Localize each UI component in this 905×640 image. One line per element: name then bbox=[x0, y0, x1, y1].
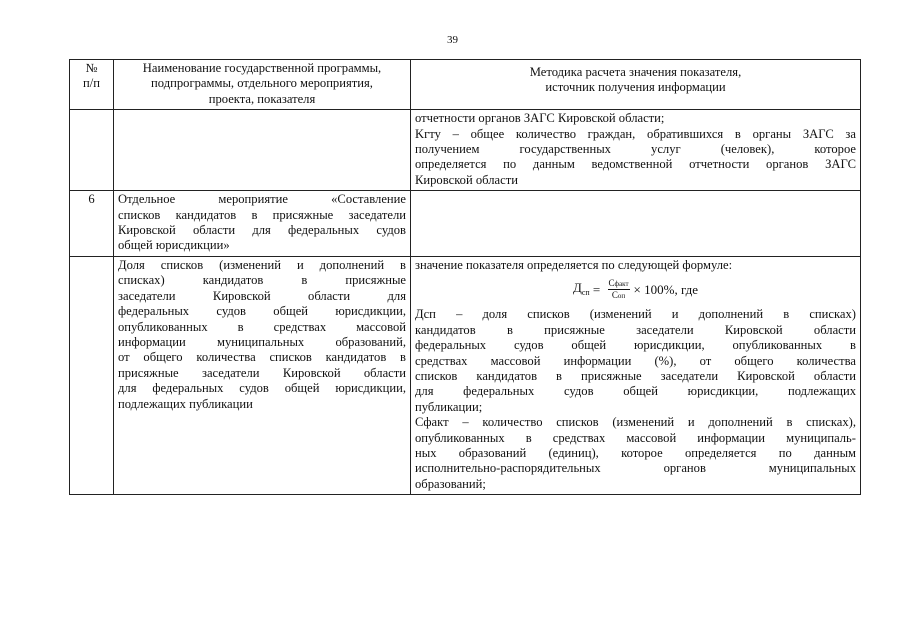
table-row bbox=[70, 110, 861, 191]
indicator-table bbox=[69, 59, 861, 495]
header-line: п/п bbox=[83, 76, 100, 91]
denominator-symbol: С bbox=[611, 290, 618, 301]
text-line: Сфакт – количество списков (изменений и дополнений в списках), bbox=[415, 415, 856, 430]
header-line: источник получения информации bbox=[545, 80, 726, 95]
formula-rest: × 100%, где bbox=[633, 282, 699, 298]
header-name bbox=[114, 60, 411, 110]
text-line: от общего количества списков кандидатов в bbox=[118, 350, 406, 365]
text-line: Kгту – общее количество граждан, обратившихся в органы ЗАГС за bbox=[415, 126, 856, 141]
text-line: заседатели Кировской области для bbox=[118, 288, 406, 303]
formula bbox=[415, 273, 856, 307]
text-line: публикации; bbox=[415, 399, 483, 414]
text-line: присяжные заседатели Кировской области bbox=[118, 365, 406, 380]
text-line: списках) кандидатов в присяжные bbox=[118, 273, 406, 288]
text-line: ных образований (единиц), которое определяется по данным bbox=[415, 445, 856, 460]
text-line: Доля списков (изменений и дополнений в bbox=[118, 257, 406, 272]
text-line: списков кандидатов в присяжные заседатели bbox=[118, 207, 406, 222]
text-line: Дсп – доля списков (изменений и дополнений в списках) bbox=[415, 307, 856, 322]
text-line: отчетности органов ЗАГС Кировской области; bbox=[415, 111, 665, 126]
header-line: Наименование государственной программы, bbox=[142, 61, 382, 75]
row-number bbox=[70, 110, 114, 191]
formula-lhs bbox=[573, 280, 590, 300]
table-row bbox=[70, 191, 861, 257]
text-line: Кировской области bbox=[415, 172, 518, 187]
text-line: для федеральных судов общей юрисдикции, bbox=[118, 381, 406, 396]
denominator-sub: оп bbox=[617, 292, 626, 301]
text-line: списков кандидатов в присяжные заседатели Кировской области bbox=[415, 368, 856, 383]
formula-lhs-sub: сп bbox=[581, 287, 590, 297]
row-number bbox=[70, 256, 114, 494]
row-method bbox=[411, 256, 861, 494]
text-line: опубликованных в средствах массовой bbox=[118, 319, 406, 334]
formula-numerator bbox=[608, 278, 630, 290]
row-method bbox=[411, 191, 861, 257]
method-intro: значение показателя определяется по следующей формуле: bbox=[415, 257, 733, 272]
numerator-sub: факт bbox=[614, 280, 629, 289]
header-line: проекта, показателя bbox=[208, 91, 316, 106]
page-number: 39 bbox=[447, 34, 458, 46]
header-line: № bbox=[85, 61, 98, 75]
text-line: опубликованных в средствах массовой информации муниципаль- bbox=[415, 430, 856, 445]
text-line: общей юрисдикции» bbox=[118, 238, 230, 253]
table-header-row bbox=[70, 60, 861, 110]
numerator-symbol: С bbox=[608, 278, 615, 289]
row-name bbox=[114, 256, 411, 494]
text-line: федеральных судов общей юрисдикции, bbox=[118, 304, 406, 319]
table-row bbox=[70, 256, 861, 494]
text-line: определяется по данным ведомственной отчетности органов ЗАГС bbox=[415, 157, 856, 172]
text-line: образований; bbox=[415, 476, 486, 491]
text-line: федеральных судов общей юрисдикции, опубликованных в bbox=[415, 338, 856, 353]
formula-fraction bbox=[608, 278, 630, 301]
row-name bbox=[114, 110, 411, 191]
row-method bbox=[411, 110, 861, 191]
text-line: исполнительно-распорядительных органов муниципальных bbox=[415, 461, 856, 476]
row-name bbox=[114, 191, 411, 257]
header-number bbox=[70, 60, 114, 110]
header-line: Методика расчета значения показателя, bbox=[529, 65, 742, 79]
text-line: информации муниципальных образований, bbox=[118, 334, 406, 349]
text-line: средствах массовой информации (%), от общего количества bbox=[415, 353, 856, 368]
formula-equals: = bbox=[589, 282, 604, 298]
text-line: Отдельное мероприятие «Составление bbox=[118, 192, 406, 207]
header-method bbox=[411, 60, 861, 110]
text-line: получением государственных услуг (человек), которое bbox=[415, 142, 856, 157]
text-line: подлежащих публикации bbox=[118, 396, 253, 411]
formula-denominator bbox=[612, 290, 625, 301]
row-number: 6 bbox=[70, 191, 114, 257]
text-line: для федеральных судов общей юрисдикции, подлежащих bbox=[415, 384, 856, 399]
text-line: Кировской области для федеральных судов bbox=[118, 223, 406, 238]
header-line: подпрограммы, отдельного мероприятия, bbox=[151, 76, 373, 91]
text-line: кандидатов в присяжные заседатели Кировской области bbox=[415, 322, 856, 337]
formula-lhs-symbol: Д bbox=[572, 279, 582, 295]
